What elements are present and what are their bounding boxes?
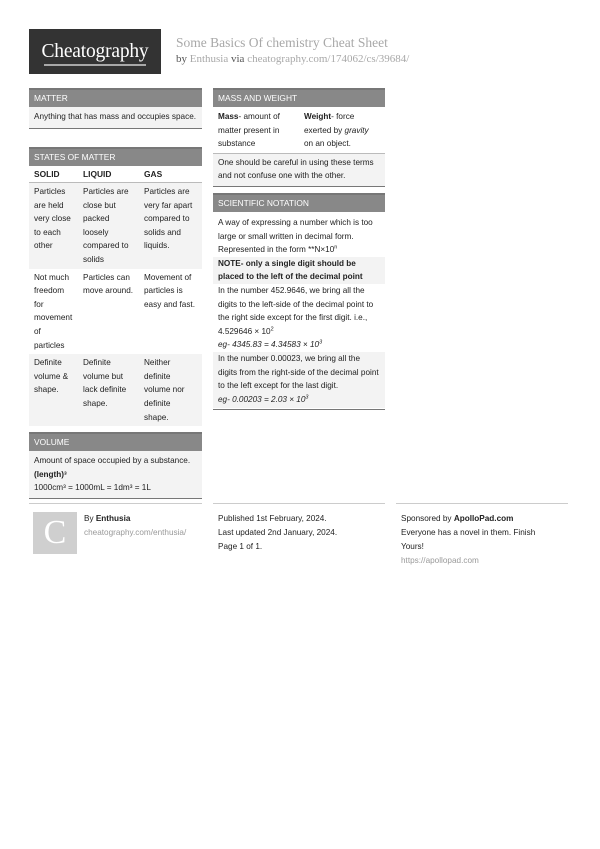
mass-weight-card — [213, 88, 385, 187]
volume-definition: Amount of space occupied by a substance. — [34, 456, 191, 465]
sci-eg-1-text: eg- 4345.83 = 4.34583 × 10 — [218, 340, 320, 350]
logo-underline — [44, 64, 146, 66]
sci-definition-sup: n — [334, 244, 338, 251]
sci-example-small: In the number 0.00023, we bring all the digits from the right-side of the decimal point to the left except for the last digit. — [213, 352, 385, 393]
page-title: Some Basics Of chemistry Cheat Sheet — [176, 35, 388, 50]
footer-author-url-text[interactable]: cheatography.com/enthusia/ — [84, 528, 187, 537]
sci-eg-1-sup: 3 — [319, 339, 323, 346]
footer-sponsor-url-text[interactable]: https://apollopad.com — [401, 556, 479, 565]
footer-page: Page 1 of 1. — [218, 542, 263, 551]
sci-eg-1 — [218, 338, 380, 352]
sci-definition-text: A way of expressing a number which is too large or small written in decimal form. Represented in the form **N×10 — [218, 218, 373, 255]
states-card — [29, 147, 202, 426]
table-cell: Neither definite volume nor definite shape. — [139, 354, 202, 426]
footer-divider-2 — [213, 503, 385, 504]
footer-divider-1 — [29, 503, 202, 504]
table-row — [29, 354, 202, 426]
sci-body — [213, 212, 385, 410]
table-cell: Movement of particles is easy and fast. — [139, 269, 202, 355]
column-header: SOLID — [29, 166, 78, 183]
table-cell: Definite volume & shape. — [29, 354, 78, 426]
footer-sponsor-label: Sponsored by — [401, 514, 452, 523]
sci-eg-2-sup: 3 — [305, 393, 309, 400]
sci-heading: SCIENTIFIC NOTATION — [213, 193, 385, 212]
volume-dimension: (length)³ — [34, 469, 67, 479]
footer-author-url[interactable] — [84, 526, 186, 540]
footer-sponsor — [401, 512, 513, 526]
mass-definition — [213, 107, 299, 153]
matter-heading: MATTER — [29, 88, 202, 107]
author-link[interactable]: Enthusia — [189, 53, 229, 65]
sheet-url-link[interactable]: cheatography.com/174062/cs/39684/ — [247, 53, 410, 65]
sci-card — [213, 193, 385, 410]
author-avatar[interactable]: C — [33, 512, 77, 554]
matter-card — [29, 88, 202, 129]
by-word: by — [176, 53, 187, 65]
footer-author — [84, 512, 130, 526]
byline — [176, 53, 409, 65]
footer-author-name[interactable]: Enthusia — [95, 514, 131, 523]
table-cell: Definite volume but lack definite shape. — [78, 354, 139, 426]
column-header: GAS — [139, 166, 202, 183]
footer-sponsor-url[interactable] — [401, 554, 479, 568]
cheatography-logo[interactable]: Cheatography — [29, 29, 161, 74]
mass-weight-table — [213, 107, 385, 154]
weight-text-2: on an object. — [304, 139, 351, 149]
table-cell: Particles are held very close to each other — [29, 183, 78, 269]
weight-text-1: - force exerted by — [304, 112, 355, 135]
mass-term: Mass — [218, 112, 239, 121]
footer-sponsor-text-2: Yours! — [401, 542, 424, 551]
sci-definition — [218, 216, 380, 257]
table-row — [29, 269, 202, 355]
footer-divider-3 — [396, 503, 568, 504]
states-table — [29, 166, 202, 426]
sci-note: NOTE- only a single digit should be placed to the left of the decimal point — [213, 257, 385, 284]
volume-heading: VOLUME — [29, 432, 202, 451]
sci-eg-2 — [213, 393, 385, 409]
via-word: via — [231, 53, 245, 65]
volume-body — [29, 451, 202, 499]
table-row — [29, 183, 202, 269]
footer-by-label: By — [84, 514, 94, 523]
sci-example-large — [218, 284, 380, 338]
matter-text: Anything that has mass and occupies space. — [29, 107, 202, 129]
volume-conversion: 1000cm³ = 1000mL = 1dm³ = 1L — [34, 483, 151, 493]
weight-text-gravity: gravity — [344, 125, 369, 135]
footer-sponsor-text-1: Everyone has a novel in them. Finish — [401, 528, 536, 537]
table-cell: Particles are very far apart compared to solids and liquids. — [139, 183, 202, 269]
footer-published: Published 1st February, 2024. — [218, 514, 327, 523]
volume-card — [29, 432, 202, 499]
sci-example-large-text: In the number 452.9646, we bring all the digits to the left-side of the decimal point to the right side except for the first digit. i.e., 4.529646 × 10 — [218, 285, 374, 336]
mass-weight-note: One should be careful in using these terms and not confuse one with the other. — [213, 154, 385, 187]
states-heading: STATES OF MATTER — [29, 147, 202, 166]
table-header-row — [29, 166, 202, 183]
mass-weight-heading: MASS AND WEIGHT — [213, 88, 385, 107]
weight-term: Weight — [304, 112, 332, 121]
sci-eg-2-text: eg- 0.00203 = 2.03 × 10 — [218, 394, 306, 404]
table-row — [213, 107, 385, 153]
table-cell: Particles are close but packed loosely compared to solids — [78, 183, 139, 269]
footer-sponsor-name[interactable]: ApolloPad.com — [453, 514, 514, 523]
column-header: LIQUID — [78, 166, 139, 183]
table-cell: Not much freedom for movement of particles — [29, 269, 78, 355]
table-cell: Particles can move around. — [78, 269, 139, 355]
footer-updated: Last updated 2nd January, 2024. — [218, 528, 338, 537]
sci-example-large-sup: 2 — [270, 326, 274, 333]
mass-text: - amount of matter present in substance — [218, 112, 280, 149]
weight-definition — [299, 107, 385, 153]
